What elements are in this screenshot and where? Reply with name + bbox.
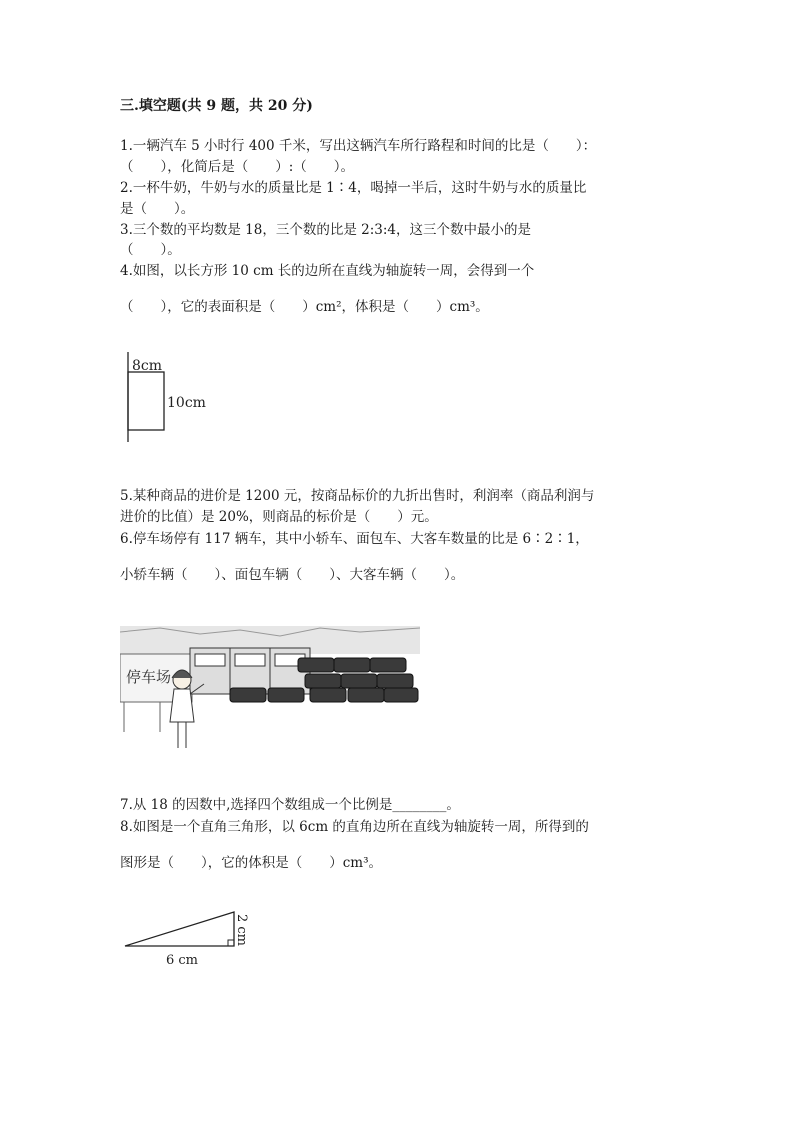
right-triangle-figure (122, 906, 258, 968)
question-8-line-1: 8.如图是一个直角三角形，以 6cm 的直角边所在直线为轴旋转一周，所得到的 (120, 819, 589, 835)
triangle-shape (125, 912, 234, 946)
section-title: 三.填空题(共 9 题，共 20 分) (120, 98, 313, 114)
triangle-base-label: 6 cm (166, 953, 199, 968)
question-6-line-2: 小轿车辆（ ）、面包车辆（ ）、大客车辆（ ）。 (120, 567, 465, 583)
question-1-line-2: （ ），化简后是（ ）:（ ）。 (120, 159, 355, 175)
right-angle-mark (228, 940, 234, 946)
rect-width-label: 8cm (132, 358, 163, 374)
question-5-line-1: 5.某种商品的进价是 1200 元，按商品标价的九折出售时，利润率（商品利润与 (120, 488, 595, 504)
question-2-line-1: 2.一杯牛奶，牛奶与水的质量比是 1∶4，喝掉一半后，这时牛奶与水的质量比 (120, 180, 587, 196)
rectangle-figure (120, 352, 240, 444)
question-6-line-1: 6.停车场停有 117 辆车，其中小轿车、面包车、大客车数量的比是 6∶2∶1， (120, 531, 589, 547)
question-5-line-2: 进价的比值）是 20%，则商品的标价是（ ）元。 (120, 509, 438, 525)
question-7-line-1: 7.从 18 的因数中,选择四个数组成一个比例是________。 (120, 797, 460, 813)
question-3-line-1: 3.三个数的平均数是 18，三个数的比是 2:3:4，这三个数中最小的是 (120, 222, 532, 238)
triangle-height-label: 2 cm (234, 914, 249, 947)
question-1-line-1: 1.一辆汽车 5 小时行 400 千米，写出这辆汽车所行路程和时间的比是（ ）： (120, 138, 597, 154)
question-3-line-2: （ ）。 (120, 242, 181, 258)
parking-lot-illustration (120, 622, 420, 754)
question-4-line-1: 4.如图，以长方形 10 cm 长的边所在直线为轴旋转一周，会得到一个 (120, 263, 535, 279)
buses (190, 648, 310, 694)
parking-sign-text: 停车场 (126, 668, 172, 686)
question-8-line-2: 图形是（ ），它的体积是（ ）cm³。 (120, 855, 383, 871)
rect-height-label: 10cm (167, 395, 206, 411)
rectangle-shape (128, 372, 164, 430)
question-4-line-2: （ ），它的表面积是（ ）cm²，体积是（ ）cm³。 (120, 299, 489, 315)
question-2-line-2: 是（ ）。 (120, 201, 195, 217)
